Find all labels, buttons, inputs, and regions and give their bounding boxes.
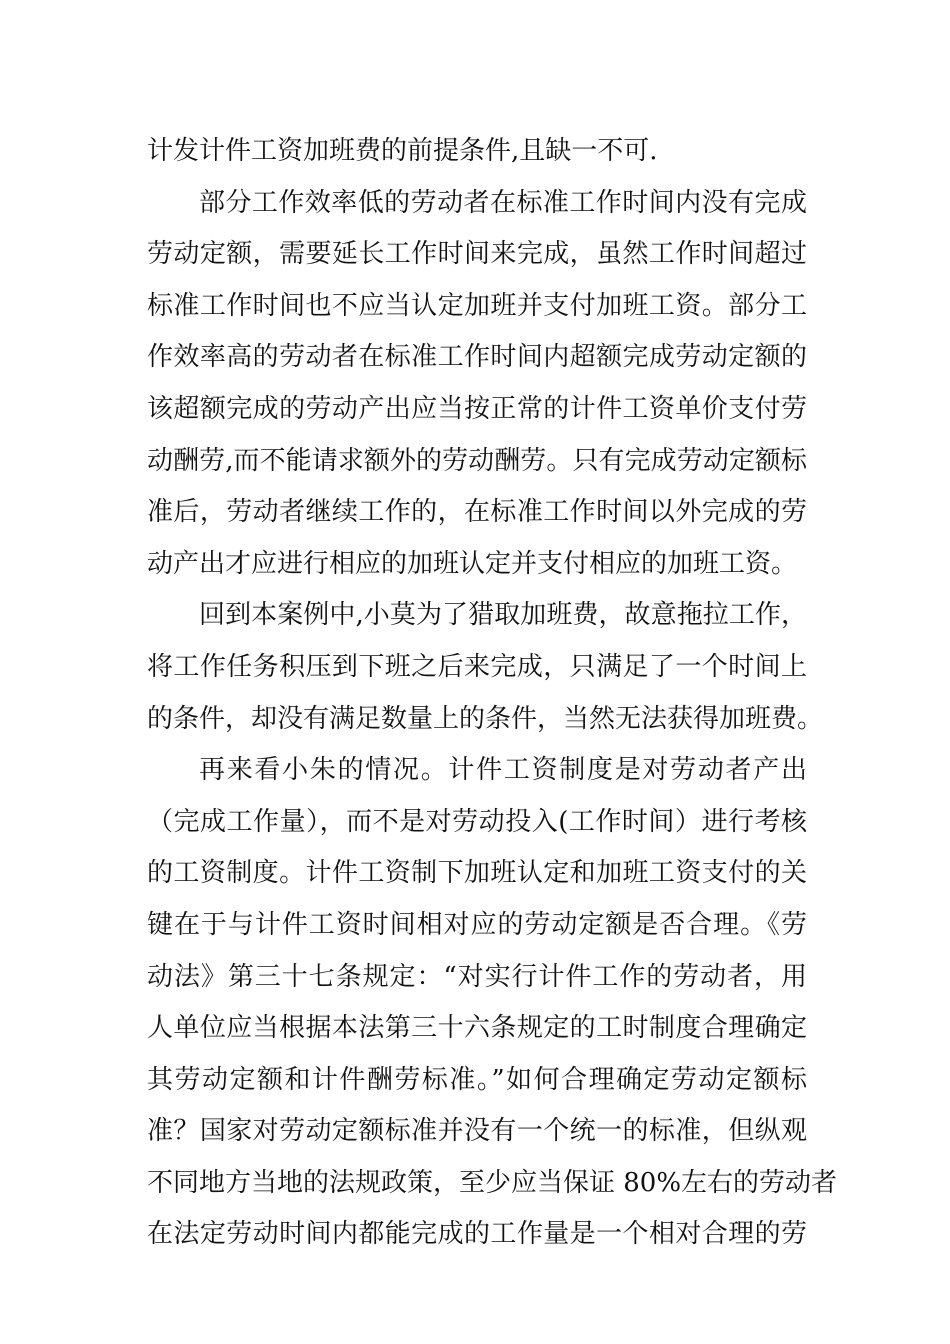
paragraph-line: 在法定劳动时间内都能完成的工作量是一个相对合理的劳 xyxy=(147,1219,807,1250)
paragraph-line: 人单位应当根据本法第三十六条规定的工时制度合理确定 xyxy=(147,1013,807,1044)
paragraph-line: 其劳动定额和计件酬劳标准。”如何合理确定劳动定额标 xyxy=(147,1064,807,1095)
paragraph-line: （完成工作量），而不是对劳动投入(工作时间）进行考核 xyxy=(147,806,807,837)
paragraph-line: 准后，劳动者继续工作的，在标准工作时间以外完成的劳 xyxy=(147,497,807,528)
document-body xyxy=(147,126,838,1261)
paragraph-line: 再来看小朱的情况。计件工资制度是对劳动者产出 xyxy=(199,755,807,786)
paragraph-line: 的条件，却没有满足数量上的条件，当然无法获得加班费。 xyxy=(147,703,824,734)
paragraph-line: 准？国家对劳动定额标准并没有一个统一的标准，但纵观 xyxy=(147,1116,807,1147)
paragraph-line: 键在于与计件工资时间相对应的劳动定额是否合理。《劳 xyxy=(147,909,807,940)
paragraph-line: 的工资制度。计件工资制下加班认定和加班工资支付的关 xyxy=(147,858,807,889)
paragraph-line: 部分工作效率低的劳动者在标准工作时间内没有完成 xyxy=(199,187,807,218)
paragraph-line: 计发计件工资加班费的前提条件,且缺一不可. xyxy=(147,136,658,166)
paragraph-line: 作效率高的劳动者在标准工作时间内超额完成劳动定额的 xyxy=(147,342,807,373)
paragraph-line: 该超额完成的劳动产出应当按正常的计件工资单价支付劳 xyxy=(147,393,807,424)
paragraph-line: 标准工作时间也不应当认定加班并支付加班工资。部分工 xyxy=(147,290,807,321)
paragraph-line: 将工作任务积压到下班之后来完成，只满足了一个时间上 xyxy=(147,651,807,682)
paragraph-line: 劳动定额，需要延长工作时间来完成，虽然工作时间超过 xyxy=(147,239,807,270)
paragraph-line: 回到本案例中,小莫为了猎取加班费，故意拖拉工作， xyxy=(199,600,807,631)
paragraph-line: 动法》第三十七条规定：“对实行计件工作的劳动者，用 xyxy=(147,961,807,992)
paragraph-line: 不同地方当地的法规政策，至少应当保证 80%左右的劳动者 xyxy=(147,1167,838,1198)
paragraph-line: 动产出才应进行相应的加班认定并支付相应的加班工资。 xyxy=(147,548,798,579)
paragraph-line: 动酬劳,而不能请求额外的劳动酬劳。只有完成劳动定额标 xyxy=(147,445,807,476)
